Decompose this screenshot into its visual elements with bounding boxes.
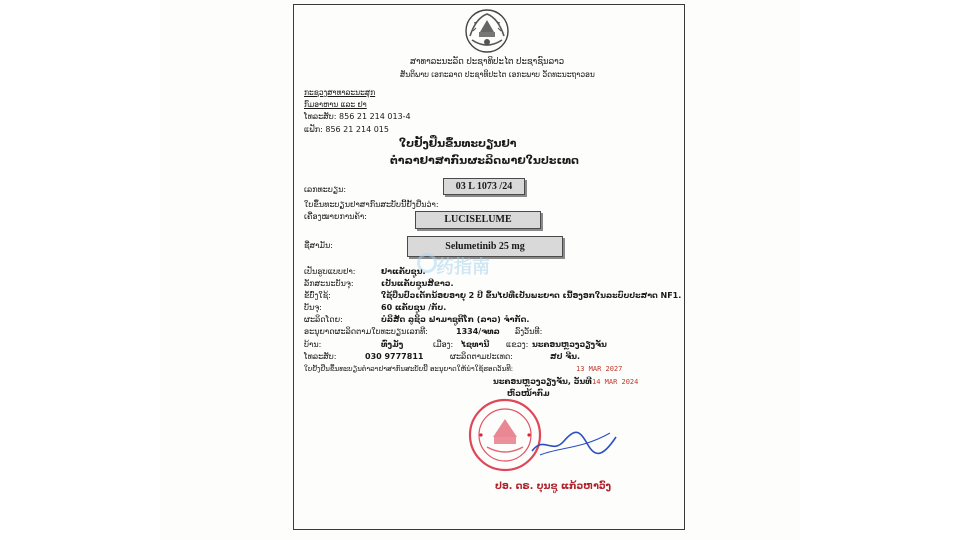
signature-icon — [530, 425, 618, 459]
telephone-line: ໂທລະສັບ: 856 21 214 013-4 — [304, 112, 411, 121]
right-margin — [800, 0, 960, 540]
country-header: ສາທາລະນະລັດ ປະຊາທິປະໄຕ ປະຊາຊົນລາວ — [410, 57, 565, 67]
trade-name-label: ເຄື່ອງໝາຍການຄ້າ: — [304, 212, 367, 221]
document-subtitle: ຕໍາລາຢາສາກົນຜະລິດພາຍໃນປະເທດ — [390, 154, 579, 167]
reg-no-label: ເລກທະບຽນ: — [304, 185, 347, 194]
validity-label: ໃບຢັ້ງຢືນຂຶ້ນທະບຽນຕໍາລາຢາສາກົນສະບັບນີ້ ອະນຸຍາດໃຫ້ນໍາໃຊ້ຮອດວັນທີ: — [304, 365, 514, 373]
certify-label: ໃບຂຶ້ນທະບຽນຢາສາກົນສະບັບນີ້ຢັ້ງຢືນວ່າ: — [304, 200, 439, 209]
pack-label: ບັນຈຸ: — [304, 303, 322, 312]
district-value: ໄຊທານີ — [461, 340, 490, 349]
village-label: ບ້ານ: — [304, 340, 322, 349]
province-value: ນະຄອນຫຼວງວຽງຈັນ — [532, 340, 607, 349]
country-label: ຜະລິດຕາມປະເທດ: — [450, 352, 513, 361]
indication-label: ຂໍ້ບົ່ງໃຊ້: — [304, 291, 331, 300]
ministry-name: ກະຊວງສາທາລະນະສຸກ — [304, 88, 376, 97]
village-value: ທົ່ງມັງ — [381, 340, 404, 349]
district-label: ເມືອງ: — [433, 340, 454, 349]
scanned-certificate — [160, 0, 800, 540]
form-label: ເປັນຮູບແບບຢາ: — [304, 267, 356, 276]
generic-name-box: Selumetinib 25 mg — [407, 236, 563, 257]
trade-name-box: LUCISELUME — [415, 211, 541, 229]
indication-value: ໃຊ້ປິ່ນປົວເດັກນ້ອຍອາຍຸ 2 ປີ ຂຶ້ນໄປທີ່ເປັນພະຍາດ ເນື້ອງອກໃນລະບົບປະສາດ NF1. — [381, 291, 682, 300]
reg-no-box: 03 L 1073 /24 — [443, 178, 525, 195]
phone-label: ໂທລະສັບ: — [304, 352, 337, 361]
phone-value: 030 9777811 — [365, 352, 424, 361]
issue-place: ນະຄອນຫຼວງວຽງຈັນ, ວັນທີ — [493, 377, 592, 386]
issue-date-stamp: 14 MAR 2024 — [592, 378, 639, 386]
issuer-title: ຫົວໜ້າກົມ — [507, 389, 550, 398]
pack-value: 60 ແຄັບຊູນ /ກັບ. — [381, 303, 447, 312]
fax-line: ແຟັກ: 856 21 214 015 — [304, 125, 389, 134]
packaging-value: ເປັນແຄັບຊູນສີຂາວ. — [381, 279, 454, 288]
license-number: 1334/ຈທລ — [456, 327, 500, 336]
document-title: ໃບຢັ້ງຢືນຂຶ້ນທະບຽນຢາ — [399, 137, 517, 150]
license-date-label: ລົງວັນທີ: — [515, 327, 543, 336]
motto-header: ສັນຕິພາບ ເອກະລາດ ປະຊາທິປະໄຕ ເອກະພາບ ວັດທະນະຖາວອນ — [400, 70, 595, 79]
department-name: ກົມອາຫານ ແລະ ຢາ — [304, 100, 367, 109]
province-label: ແຂວງ: — [506, 340, 529, 349]
generic-name-label: ຊື່ສາມັນ: — [304, 241, 333, 250]
country-value: ສປ ຈີນ. — [550, 352, 581, 361]
form-value: ຢາແຄັບຊູນ. — [381, 267, 426, 276]
signer-name: ປອ. ດຣ. ບຸນຊູ ແກ້ວຫາວົງ — [495, 481, 612, 492]
manufacturer-value: ບໍລິສັດ ລູຊິວ ຟາມາຊູຕິໂກ (ລາວ) ຈໍາກັດ. — [381, 315, 530, 324]
left-margin — [0, 0, 160, 540]
expiry-date-stamp: 13 MAR 2027 — [576, 365, 623, 373]
packaging-label: ລັກສະນະບັນຈຸ: — [304, 279, 354, 288]
watermark-text: 药指南 — [436, 257, 490, 278]
national-emblem-icon — [462, 6, 512, 54]
manufacturer-label: ຜະລິດໂດຍ: — [304, 315, 343, 324]
license-label: ອະນຸຍາດຜະລິດຕາມໃບທະບຽນເລກທີ: — [304, 327, 428, 336]
